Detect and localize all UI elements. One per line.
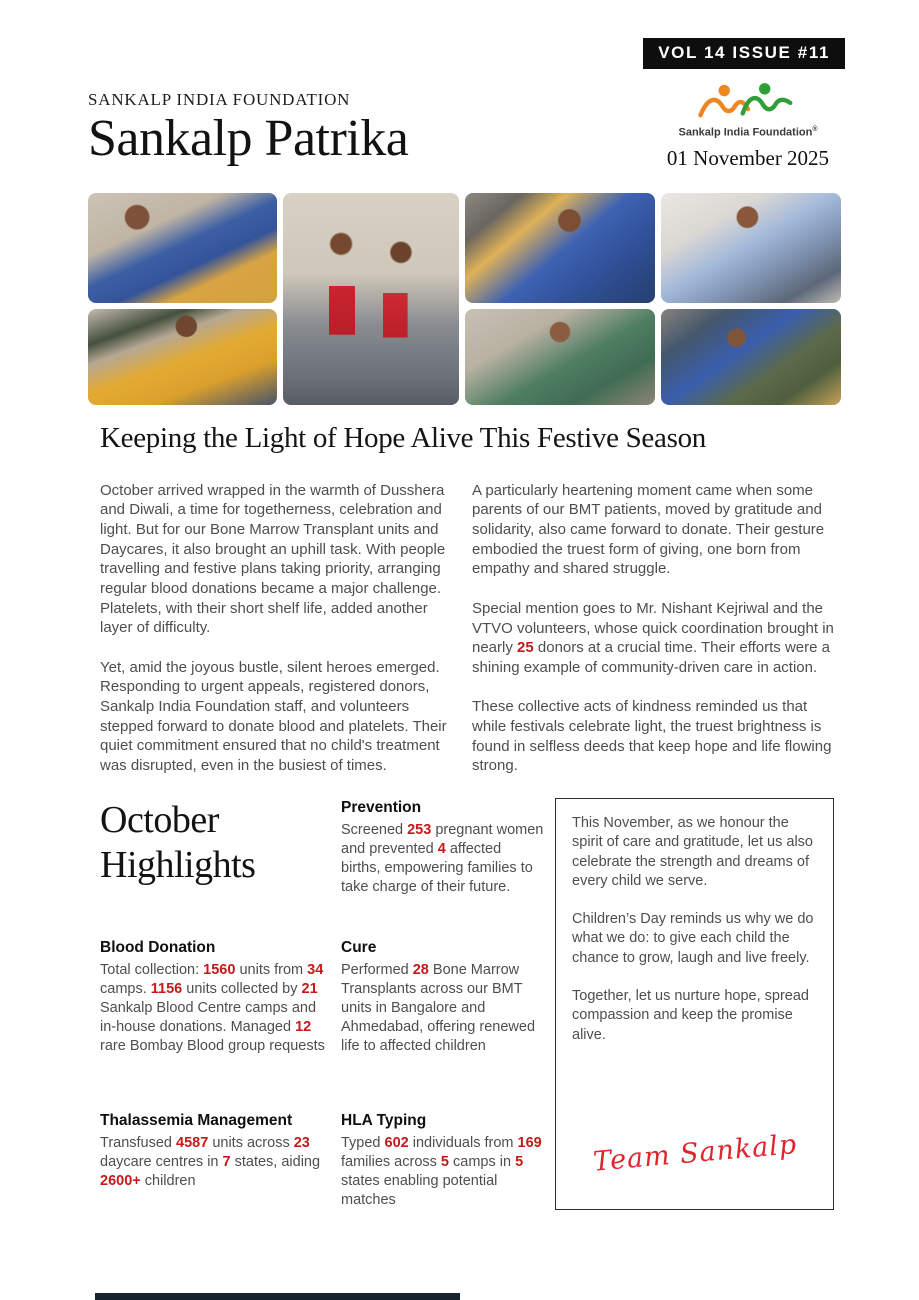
highlight-heading: Blood Donation: [100, 938, 216, 956]
highlight-heading: Prevention: [341, 798, 422, 816]
photo-collage: [88, 193, 843, 405]
highlight-body: Total collection: 1560 units from 34 camps. 1156 units collected by 21 Sankalp Blood Centre camps and in-house donations. Managed 12 rare Bombay Blood group requests: [100, 962, 325, 1054]
highlight-thalassemia: [100, 1111, 330, 1210]
paragraph: Special mention goes to Mr. Nishant Kejriwal and the VTVO volunteers, whose quick coordination brought in nearly 25 donors at a crucial time. Their efforts were a shining example of community-driven care in action.: [472, 599, 834, 676]
photo-donor-olive-shirt: [661, 309, 841, 405]
photo-donor-yellow-shawl: [88, 309, 277, 405]
masthead-logo-block: [653, 80, 843, 171]
paragraph: These collective acts of kindness reminded us that while festivals celebrate light, the truest brightness is found in selfless deeds that keep hope and life flowing strong.: [472, 698, 832, 775]
highlight-cure: [341, 938, 544, 1111]
footer-bar-partial: [95, 1293, 460, 1300]
paragraph: A particularly heartening moment came when some parents of our BMT patients, moved by gratitude and solidarity, also came forward to donate. Their gesture embodied the truest form of giving, one born from empathy and shared struggle.: [472, 481, 825, 578]
paragraph: Yet, amid the joyous bustle, silent heroes emerged. Responding to urgent appeals, registered donors, Sankalp India Foundation staff, and volunteers stepped forward to donate blood and platelets. Their quiet commitment ensured that no child's treatment was disrupted, even in the busiest of times.: [100, 658, 447, 774]
highlights-title: October Highlights: [100, 798, 256, 886]
november-note-box: [555, 798, 834, 1210]
article-left-column: [100, 481, 458, 796]
photo-two-donors-certificates: [283, 193, 459, 405]
article-body: [100, 481, 843, 796]
photo-donor-woman-blue-bed: [88, 193, 277, 303]
october-highlights-section: [100, 798, 843, 1210]
photo-donor-blue-shirt: [465, 193, 655, 303]
article-headline: Keeping the Light of Hope Alive This Festive Season: [100, 421, 706, 454]
highlight-blood-donation: [100, 938, 330, 1111]
organization-name: SANKALP INDIA FOUNDATION: [88, 90, 351, 109]
highlight-body: Screened 253 pregnant women and prevented 4 affected births, empowering families to take charge of their future.: [341, 822, 544, 895]
article-right-column: [472, 481, 840, 796]
registered-mark: ®: [812, 126, 818, 133]
issue-date: 01 November 2025: [666, 145, 830, 170]
masthead-titles: [88, 82, 408, 167]
team-sankalp-signature: Team Sankalp: [592, 1128, 799, 1178]
masthead: [88, 82, 843, 171]
highlight-heading: Cure: [341, 938, 377, 956]
note-paragraph: Children’s Day reminds us why we do what we do: to give each child the chance to grow, laugh and live freely.: [572, 911, 814, 966]
highlight-body: Transfused 4587 units across 23 daycare centres in 7 states, aiding 2600+ children: [100, 1135, 321, 1189]
photo-donor-recliner: [661, 193, 841, 303]
logo-caption: Sankalp India Foundation®: [678, 126, 818, 139]
highlight-body: Performed 28 Bone Marrow Transplants across our BMT units in Bangalore and Ahmedabad, offering renewed life to affected children: [341, 962, 536, 1054]
highlight-heading: HLA Typing: [341, 1111, 427, 1129]
highlight-body: Typed 602 individuals from 169 families across 5 camps in 5 states enabling potential matches: [341, 1135, 542, 1208]
note-paragraph: Together, let us nurture hope, spread compassion and keep the promise alive.: [572, 987, 809, 1043]
sankalp-logo-icon: [694, 80, 802, 124]
newsletter-title: Sankalp Patrika: [88, 110, 409, 167]
photo-donor-green-top: [465, 309, 655, 405]
highlight-heading: Thalassemia Management: [100, 1111, 293, 1129]
note-paragraph: This November, as we honour the spirit of care and gratitude, let us also celebrate the strength and dreams of every child we serve.: [572, 814, 813, 889]
highlight-prevention: [341, 798, 544, 938]
highlight-hla-typing: [341, 1111, 544, 1210]
paragraph: October arrived wrapped in the warmth of Dusshera and Diwali, a time for togetherness, celebration and light. But for our Bone Marrow Transplant units and Daycares, it also brought an uphill task. With people travelling and festive plans taking priority, arranging regular blood donations became a major challenge. Platelets, with their short shelf life, added another layer of difficulty.: [100, 481, 446, 637]
issue-badge: VOL 14 ISSUE #11: [643, 38, 845, 69]
